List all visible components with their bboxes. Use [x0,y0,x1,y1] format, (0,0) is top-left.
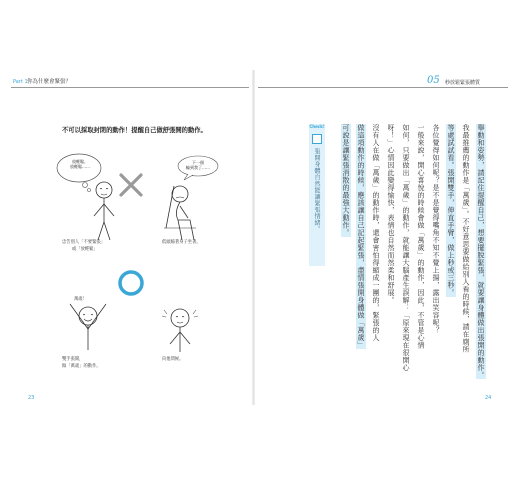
checkbox-square-icon [312,134,322,144]
part-label: Part 1 [13,79,28,85]
body-column-7: 呀！」心情因此變得愉快，表情也自然而然柔和舒展。 [387,124,395,304]
caption-bottom-left [62,357,134,370]
right-header-rule [258,87,508,88]
bubble-text-right [180,160,216,170]
right-running-title: 秒放鬆緊張體質 [445,80,481,86]
body-column-3: 等處試試看。張開雙手，伸直手臂，做上秒或三秒。 [447,124,455,297]
body-column-2: 我最推薦的動作是「萬歲」。不好意思要做給別人看的時候，請在廁所 [462,124,470,353]
caption-top-left [62,240,132,253]
check-text: 張開身體自然能讓緊張情緒。 [313,148,320,233]
caption-top-left-line-2: 或「放輕鬆」 [72,246,98,252]
illustration-title: 不可以採取封閉的動作！提醒自己做舒張開的動作。 [62,127,207,134]
body-column-4: 各位覺得如何呢？是不是覺得嘴角不知不覺上揚，露出笑容呢？ [432,124,440,334]
banzai-person-figure [62,298,114,352]
body-column-8: 沒有人在做「萬歲」的動作時，還會害怕得縮成一團的，緊張的人 [372,124,380,342]
caption-bottom-right: 向他問候。 [162,357,184,362]
cross-mark-icon [118,172,144,198]
smiling-person-figure [158,306,202,354]
bubble-right-line-2: 輪到我了…… [186,165,210,170]
right-page-number: 24 [485,395,492,401]
caption-bottom-left-line-1: 雙手張開， [62,357,84,362]
banzai-label: 萬歲！ [74,297,87,302]
bubble-right-line-1: 下一個 [192,160,204,165]
body-column-9: 做這項動作的時候，應該讓自己記起緊張，盡情張開身體做「萬歲」 [357,124,365,349]
left-page [11,70,249,405]
bubble-left-line-2: 放輕鬆…… [70,164,90,169]
bubble-left-line-1: 放輕鬆、 [72,159,88,164]
left-running-title: 你為什麼會緊張？ [27,79,72,85]
body-column-10: 可說是讓緊張消散的最強大動作。 [342,124,350,237]
check-label: Check! [309,124,325,129]
body-column-1: 舉動和姿勢，請記住提醒自己，想要擺脫緊張，就要讓身體做出張開的動作。 [477,124,485,379]
bubble-text-left [60,159,100,169]
caption-bottom-left-line-2: 做「萬歲」的動作。 [62,363,101,369]
hunched-person-figure [156,178,210,244]
body-column-5: 一般來說，開心喜悅的時候會做「萬歲」的動作，因此，不管是心情 [417,124,425,349]
left-header-rule [11,87,249,88]
left-page-number: 23 [28,395,35,401]
caption-top-right: 低頭縮著身子坐著。 [162,240,201,245]
caption-top-left-line-1: 忠告別人「不要緊張」 [62,240,105,245]
circle-mark-icon [116,268,146,298]
section-number: 05 [427,75,440,86]
book-spine [252,70,255,405]
body-column-6: 如何，只要做出「萬歲」的動作，就能讓大腦產生誤解：「原來現在很開心 [402,124,410,372]
